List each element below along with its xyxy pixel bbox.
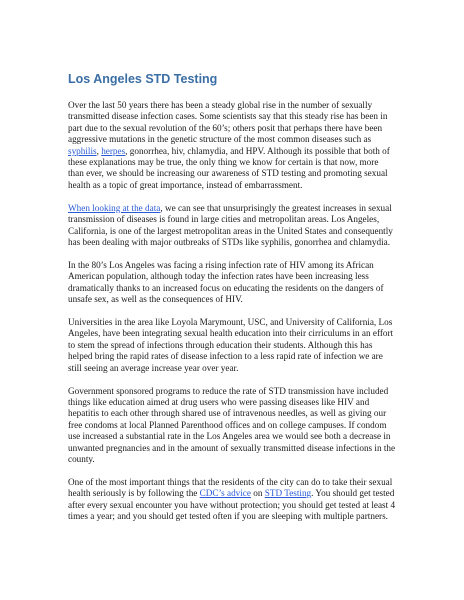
- paragraph-2-text: , we can see that unsurprisingly the greatest increases in sexual transmission of diseases is found in large cities and metropolitan areas. Los Angeles, California, is one of the largest metropolitan areas in the United States and consequently has been dealing with major outbreaks of STDs like syphilis, gonorrhea and chlamydia.: [68, 202, 393, 247]
- paragraph-3: In the 80’s Los Angeles was facing a rising infection rate of HIV among its African American population, although today the infection rates have been increasing less dramatically thanks to an increased focus on educating the residents on the dangers of unsafe sex, as well as the consequences of HIV.: [68, 259, 384, 305]
- paragraph-1-text-a: Over the last 50 years there has been a steady global rise in the number of sexually transmitted disease infection cases. Some scientists say that this steady rise has been in part due to the sexual revolution of the 60’s; others posit that perhaps there have been aggressive mutations in the genetic structure of the most common diseases such as: [68, 100, 388, 145]
- paragraph-1-text-b: ,: [96, 145, 102, 156]
- data-link[interactable]: When looking at the data: [68, 202, 161, 213]
- paragraph-6-text-c: . You should get tested after every sexual encounter you have without protection; you should get tested at least 4 times a year; and you should get tested often if you are sleeping with multiple partners.: [68, 488, 396, 522]
- paragraph-6: [68, 477, 396, 523]
- paragraph-1-text-c: , gonorrhea, hiv, chlamydia, and HPV. Although its possible that both of these explanations may be true, the only thing we know for certain is that now, more than ever, we should be increasing our awareness of STD testing and promoting sexual health as a topic of great importance, instead of embarrassment.: [68, 145, 390, 190]
- syphilis-link[interactable]: syphilis: [68, 145, 97, 156]
- cdc-advice-link[interactable]: CDC’s advice: [199, 488, 251, 499]
- paragraph-6-text-a: One of the most important things that the residents of the city can do to take their sexual health seriously is by following the: [68, 476, 393, 499]
- std-testing-link[interactable]: STD Testing: [264, 488, 312, 499]
- herpes-link[interactable]: herpes: [101, 145, 126, 156]
- paragraph-6-text-b: on: [250, 488, 265, 499]
- document-page: [68, 72, 396, 534]
- paragraph-5: Government sponsored programs to reduce the rate of STD transmission have included things like education aimed at drug users who were passing diseases like HIV and hepatitis to each other through shared use of intravenous needles, as well as giving our free condoms at local Planned Parenthood offices and on college campuses. If condom use increased a substantial rate in the Los Angeles area we would see both a decrease in unwanted pregnancies and in the amount of sexually transmitted disease infections in the county.: [68, 385, 396, 464]
- paragraph-4: Universities in the area like Loyola Marymount, USC, and University of California, Los Angeles, have been integrating sexual health education into their cirriculums in an effort to stem the spread of infections through education their students. Although this has helped bring the rapid rates of disease infection to a less rapid rate of infection we are still seeing an average increase year over year.: [68, 317, 394, 373]
- paragraph-1: [68, 100, 396, 191]
- paragraph-2: [68, 203, 396, 249]
- page-title: Los Angeles STD Testing: [68, 72, 218, 86]
